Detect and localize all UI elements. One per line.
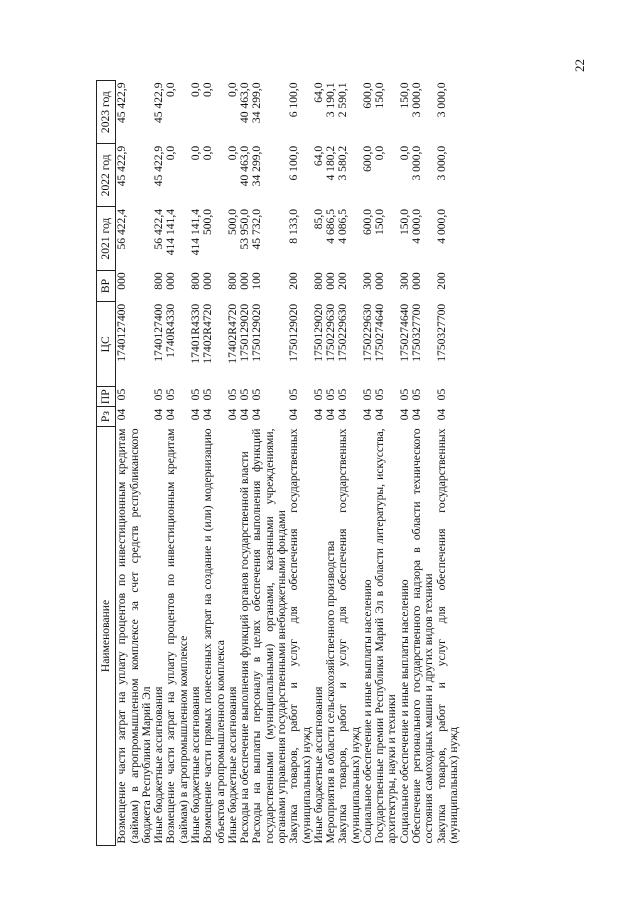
table-row [337,81,362,846]
cell-y2023: 600,0 [360,82,374,109]
cell-y2022: 3 000,0 [410,145,424,181]
cell-y2021: 4 000,0 [434,208,448,244]
cell-y2023: 3 000,0 [410,82,424,118]
cell-rz: 04 [397,408,411,421]
cell-name: Государственные премии Республики Марий Эл в области литературы, искусства, архитектуры, науки и техники [373,428,399,844]
cell-y2022: 34 299,0 [250,145,264,187]
cell-y2022: 3 580,2 [336,145,350,181]
cell-name: Иные бюджетные ассигнования [311,686,325,844]
table-row [116,81,153,846]
table-header [97,81,116,846]
cell-rz: 04 [152,408,166,421]
cell-vr: 300 [360,272,374,290]
cell-pr: 05 [287,388,301,401]
cell-pr: 05 [311,388,325,401]
cell-rz: 04 [324,408,338,421]
cell-vr: 200 [336,272,350,290]
cell-name: Возмещение части прямых понесенных затрат на создание и (или) модернизацию объектов агропромышленного комплекса [201,428,227,844]
cell-name: Обеспечение регионального государственного надзора в области технического состояния самоходных машин и других видов техники [410,428,436,844]
cell-pr: 05 [250,388,264,401]
cell-name: Закупка товаров, работ и услуг для обеспечения государственных (муниципальных) нужд [336,428,362,844]
cell-name: Социальное обеспечение и иные выплаты населению [360,579,374,844]
header-pr: ПР [97,387,116,407]
cell-cs: 1750129020 [250,303,264,362]
cell-rz: 04 [311,408,325,421]
cell-pr: 05 [410,388,424,401]
cell-rz: 04 [238,408,252,421]
cell-y2023: 0,0 [201,82,215,97]
cell-rz: 04 [287,408,301,421]
cell-y2021: 150,0 [397,208,411,236]
cell-rz: 04 [360,408,374,421]
cell-y2021: 56 422,4 [152,208,166,250]
cell-name: Расходы на выплаты персоналу в целях обеспечения выполнения функций государственными (муниципальными) органами, казенными учреждениями, органами управления государственными внебюджетными фондами [250,428,288,844]
cell-pr: 05 [188,388,202,401]
cell-pr: 05 [115,388,129,401]
cell-vr: 800 [225,272,239,290]
cell-cs: 17402R4720 [225,303,239,364]
cell-name: Иные бюджетные ассигнования [225,686,239,844]
cell-name: Закупка товаров, работ и услуг для обеспечения государственных (муниципальных) нужд [287,428,313,844]
cell-y2021: 45 732,0 [250,208,264,250]
cell-y2022: 40 463,0 [238,145,252,187]
cell-y2022: 45 422,9 [115,145,129,187]
cell-vr: 200 [434,272,448,290]
cell-y2022: 0,0 [201,145,215,161]
cell-y2021: 500,0 [225,208,239,236]
table-row [436,81,461,846]
cell-rz: 04 [373,408,387,421]
table-row [411,81,436,846]
cell-y2023: 150,0 [373,82,387,109]
cell-y2021: 500,0 [201,208,215,236]
cell-pr: 05 [336,388,350,401]
cell-vr: 000 [164,272,178,290]
cell-vr: 000 [410,272,424,290]
cell-y2023: 34 299,0 [250,82,264,124]
cell-y2022: 0,0 [164,145,178,161]
cell-y2021: 56 422,4 [115,208,129,250]
cell-rz: 04 [434,408,448,421]
cell-cs: 1750274640 [397,303,411,362]
cell-pr: 05 [164,388,178,401]
cell-pr: 05 [397,388,411,401]
cell-y2023: 6 100,0 [287,82,301,118]
cell-name: Мероприятия в области сельскохозяйственного производства [324,540,338,844]
cell-y2023: 45 422,9 [152,82,166,124]
cell-y2022: 3 000,0 [434,145,448,181]
header-name: Наименование [97,427,116,846]
cell-name: Закупка товаров, работ и услуг для обеспечения государственных (муниципальных) нужд [434,428,460,844]
cell-rz: 04 [164,408,178,421]
cell-vr: 800 [311,272,325,290]
cell-cs: 1750129020 [287,303,301,362]
cell-rz: 04 [250,408,264,421]
cell-y2021: 150,0 [373,208,387,236]
cell-vr: 300 [397,272,411,290]
cell-cs: 1750274640 [373,303,387,362]
cell-pr: 05 [324,388,338,401]
cell-y2021: 414 141,4 [164,208,178,256]
cell-y2023: 3 000,0 [434,82,448,118]
cell-vr: 200 [287,272,301,290]
cell-vr: 000 [373,272,387,290]
cell-cs: 1750229630 [336,303,350,362]
header-rz: Рз [97,407,116,427]
table-body [116,81,460,846]
cell-y2021: 4 686,5 [324,208,338,244]
cell-rz: 04 [201,408,215,421]
cell-y2022: 0,0 [188,145,202,161]
cell-cs: 1740127400 [152,303,166,362]
cell-y2021: 4 000,0 [410,208,424,244]
cell-y2022: 0,0 [397,145,411,161]
header-vr: ВР [97,270,116,301]
cell-y2022: 600,0 [360,145,374,172]
cell-cs: 1750229630 [324,303,338,362]
cell-y2023: 40 463,0 [238,82,252,124]
cell-rz: 04 [336,408,350,421]
cell-y2023: 0,0 [188,82,202,97]
cell-cs: 1750129020 [311,303,325,362]
cell-y2023: 0,0 [164,82,178,97]
cell-name: Иные бюджетные ассигнования [152,686,166,844]
cell-pr: 05 [238,388,252,401]
cell-y2021: 8 133,0 [287,208,301,244]
rotated-page [96,80,626,846]
cell-cs: 1750229630 [360,303,374,362]
cell-y2023: 64,0 [311,82,325,103]
cell-vr: 000 [201,272,215,290]
cell-cs: 17401R4330 [188,303,202,364]
cell-y2021: 53 950,0 [238,208,252,250]
cell-y2021: 4 086,5 [336,208,350,244]
page-number: 22 [572,59,587,72]
cell-vr: 100 [250,272,264,290]
cell-y2023: 3 190,1 [324,82,338,118]
cell-cs: 1750327700 [434,303,448,362]
cell-vr: 000 [115,272,129,290]
cell-y2022: 0,0 [225,145,239,161]
cell-y2022: 45 422,9 [152,145,166,187]
cell-pr: 05 [152,388,166,401]
table-row [288,81,313,846]
table-row [374,81,399,846]
cell-rz: 04 [225,408,239,421]
cell-y2021: 600,0 [360,208,374,236]
cell-y2023: 45 422,9 [115,82,129,124]
cell-name: Иные бюджетные ассигнования [188,686,202,844]
cell-y2021: 85,0 [311,208,325,230]
cell-pr: 05 [373,388,387,401]
cell-rz: 04 [410,408,424,421]
header-cs: ЦС [97,302,116,387]
header-2022: 2022 год [97,144,116,207]
cell-pr: 05 [360,388,374,401]
cell-cs: 17402R4720 [201,303,215,364]
cell-y2022: 6 100,0 [287,145,301,181]
table-row [202,81,227,846]
cell-cs: 1740127400 [115,303,129,362]
cell-name: Социальное обеспечение и иные выплаты населению [397,579,411,844]
cell-pr: 05 [434,388,448,401]
cell-vr: 800 [152,272,166,290]
cell-name: Возмещение части затрат на уплату процентов по инвестиционным кредитам (займам) в агропромышленном комплексе [164,428,190,844]
cell-y2022: 4 180,2 [324,145,338,181]
header-2021: 2021 год [97,207,116,270]
cell-rz: 04 [115,408,129,421]
cell-pr: 05 [201,388,215,401]
cell-cs: 1750129020 [238,303,252,362]
table-row [251,81,288,846]
cell-pr: 05 [225,388,239,401]
cell-y2023: 0,0 [225,82,239,97]
cell-cs: 1750327700 [410,303,424,362]
header-2023: 2023 год [97,81,116,144]
budget-table [96,80,460,846]
cell-vr: 800 [188,272,202,290]
cell-y2022: 0,0 [373,145,387,161]
table-row [165,81,190,846]
cell-name: Возмещение части затрат на уплату процентов по инвестиционным кредитам (займам) в агропромышленном комплексе за счет средств республиканского бюджета Республики Марий Эл [115,428,153,844]
cell-cs: 1740R4330 [164,303,178,358]
cell-vr: 000 [324,272,338,290]
cell-y2021: 414 141,4 [188,208,202,256]
cell-y2022: 64,0 [311,145,325,167]
cell-vr: 000 [238,272,252,290]
cell-rz: 04 [188,408,202,421]
cell-y2023: 150,0 [397,82,411,109]
cell-y2023: 2 590,1 [336,82,350,118]
cell-name: Расходы на обеспечение выполнения функций органов государственной власти [238,451,252,844]
